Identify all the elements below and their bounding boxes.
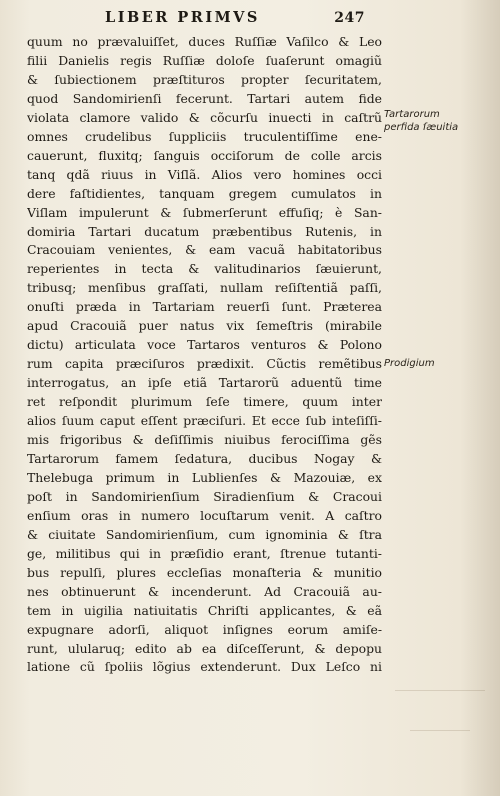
main-text-block: [27, 33, 382, 677]
text-line: tribusq; menſibus graſſati, nullam reſiſtentiã paſſi,: [27, 280, 382, 296]
text-line: tem in uigilia natiuitatis Chriſti applicantes, & eã: [27, 602, 382, 618]
running-head: LIBER PRIMVS: [105, 9, 260, 26]
text-line: domiria Tartari ducatum præbentibus Rutenis, in: [27, 223, 382, 239]
marginal-note-prodigium: [384, 357, 496, 370]
page-header: [105, 9, 365, 26]
text-line: quod Sandomirienſi fecerunt. Tartari autem fide: [27, 90, 382, 106]
text-line: tanq qdã riuus in Viſlã. Alios vero homines occi: [27, 166, 382, 182]
text-line: & ciuitate Sandomirienſium, cum ignominia & ſtra: [27, 526, 382, 542]
text-line: bus repulſi, plures eccleſias monaſteria & munitio: [27, 564, 382, 580]
text-line: cauerunt, fluxitq; ſanguis occiſorum de colle arcis: [27, 147, 382, 163]
text-line: rum capita præciſuros prædixit. Cũctis remẽtibus: [27, 356, 382, 372]
text-line: Thelebuga primum in Lublienſes & Mazouiæ, ex: [27, 469, 382, 485]
text-line: filii Danielis regis Ruſſiæ doloſe ſuaſerunt omagiũ: [27, 52, 382, 68]
text-line: enſium oras in numero locuſtarum venit. A caſtro: [27, 507, 382, 523]
text-line: Viſlam impulerunt & ſubmerſerunt effuſiq; è San-: [27, 204, 382, 220]
text-line: reperientes in tecta & valitudinarios ſæuierunt,: [27, 261, 382, 277]
text-line: onuſti præda in Tartariam reuerſi ſunt. Præterea: [27, 299, 382, 315]
marginal-note-line: perfida ſæuitia: [384, 122, 459, 133]
text-line: alios ſuum caput eſſent præciſuri. Et ecce ſub inteſiſſi-: [27, 413, 382, 429]
text-line: dictu) articulata voce Tartaros venturos & Polono: [27, 337, 382, 353]
text-line: runt, ulularuq; edito ab ea diſceſſerunt, & depopu: [27, 640, 382, 656]
text-line: poſt in Sandomirienſium Siradienſium & Cracoui: [27, 488, 382, 504]
text-line: Cracouiam venientes, & eam vacuã habitatoribus: [27, 242, 382, 258]
text-line: mis frigoribus & deſiſſimis niuibus ferociſſima gẽs: [27, 432, 382, 448]
page-number: 247: [334, 10, 365, 26]
text-line: nes obtinuerunt & incenderunt. Ad Cracouiã au-: [27, 583, 382, 599]
text-line: & ſubiectionem præſtituros propter ſecuritatem,: [27, 71, 382, 87]
text-line: violata clamore valido & cõcurſu inuecti in caſtrũ: [27, 109, 382, 125]
text-line: interrogatus, an ipſe etiã Tartarorũ aduentũ time: [27, 375, 382, 391]
marginal-note-line: Tartarorum: [384, 109, 440, 120]
text-line: apud Cracouiã puer natus vix ſemeſtris (mirabile: [27, 318, 382, 334]
marginal-note-tartarorum: [384, 108, 496, 134]
marginal-note-line: Prodigium: [384, 358, 435, 369]
text-line: ret reſpondit plurimum ſeſe timere, quum inter: [27, 394, 382, 410]
text-line: expugnare adorſi, aliquot inſignes eorum amiſe-: [27, 621, 382, 637]
text-line: omnes crudelibus ſuppliciis truculentiſſime ene-: [27, 128, 382, 144]
text-line: ge, militibus qui in præſidio erant, ſtrenue tutanti-: [27, 545, 382, 561]
show-through-mark: [410, 730, 470, 731]
text-line: Tartarorum famem ſedatura, ducibus Nogay &: [27, 450, 382, 466]
show-through-mark: [395, 690, 485, 691]
text-line: latione cũ ſpoliis lõgius extenderunt. Dux Leſco ni: [27, 659, 382, 675]
text-line: dere faſtidientes, tanquam gregem cumulatos in: [27, 185, 382, 201]
text-line: quum no prævaluiſſet, duces Ruſſiæ Vaſilco & Leo: [27, 34, 382, 49]
